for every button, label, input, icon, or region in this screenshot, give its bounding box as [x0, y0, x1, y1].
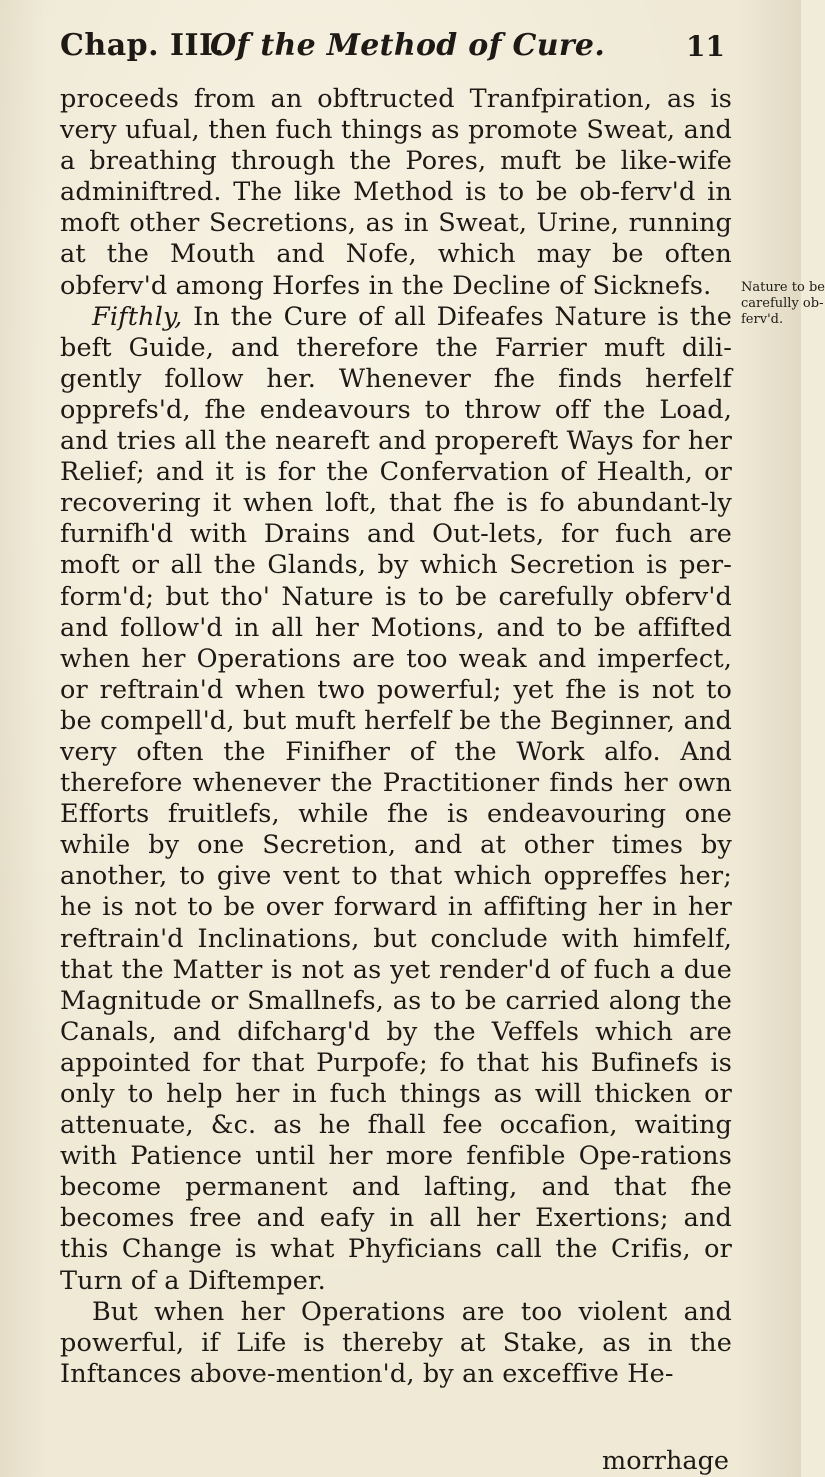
body-text	[60, 84, 732, 1390]
page-number: 11	[686, 30, 725, 63]
running-head	[60, 28, 725, 72]
margin-note-line: Nature to be	[741, 280, 825, 295]
paragraph-2	[60, 302, 732, 1297]
paragraph-3	[60, 1297, 732, 1390]
chapter-label: Chap. III.	[60, 28, 225, 63]
margin-note-line: ferv'd.	[741, 312, 784, 327]
chapter-title: Of the Method of Cure.	[210, 28, 606, 63]
margin-note	[741, 280, 825, 328]
paragraph-2-text: In the Cure of all Difeafes Nature is the beft Guide, and therefore the Farrier muft dili-gently follow her. Whenever fhe finds herfelf opprefs'd, fhe endeavours to throw off the Load, and tries all the neareft and propereft Ways for her Relief; and it is for the Confervation of Health, or recovering it when loft, that fhe is fo abundant-ly furnifh'd with Drains and Out-lets, for fuch are moft or all the Glands, by which Secretion is per-form'd; but tho' Nature is to be carefully obferv'd and follow'd in all her Motions, and to be affifted when her Operations are too weak and imperfect, or reftrain'd when two powerful; yet fhe is not to be compell'd, but muft herfelf be the Beginner, and very often the Finifher of the Work alfo. And therefore whenever the Practitioner finds her own Efforts fruitlefs, while fhe is endeavouring one while by one Secretion, and at other times by another, to give vent to that which oppreffes her; he is not to be over forward in affifting her in her reftrain'd Inclinations, but conclude with himfelf, that the Matter is not as yet render'd of fuch a due Magnitude or Smallnefs, as to be carried along the Canals, and difcharg'd by the Veffels which are appointed for that Purpofe; fo that his Bufinefs is only to help her in fuch things as will thicken or attenuate, &c. as he fhall fee occafion, waiting with Patience until her more fenfible Ope-rations become permanent and lafting, and that fhe becomes free and eafy in all her Exertions; and this Change is what Phyficians call the Crifis, or Turn of a Diftemper.	[60, 301, 732, 1296]
paragraph-3-text: But when her Operations are too violent and powerful, if Life is thereby at Stake, as in the Inftances above-mention'd, by an exceffive He-	[60, 1296, 732, 1389]
catchword: morrhage	[602, 1446, 729, 1476]
paragraph-1-text: proceeds from an obftructed Tranfpiration, as is very ufual, then fuch things as promote Sweat, and a breathing through the Pores, muft be like-wife adminiftred. The like Method is to be ob-ferv'd in moft other Secretions, as in Sweat, Urine, running at the Mouth and Nofe, which may be often obferv'd among Horfes in the Decline of Sicknefs.	[60, 84, 732, 301]
paragraph-2-lead: Fifthly,	[92, 301, 183, 332]
margin-note-line: carefully ob-	[741, 296, 824, 311]
paragraph-1	[60, 84, 732, 302]
